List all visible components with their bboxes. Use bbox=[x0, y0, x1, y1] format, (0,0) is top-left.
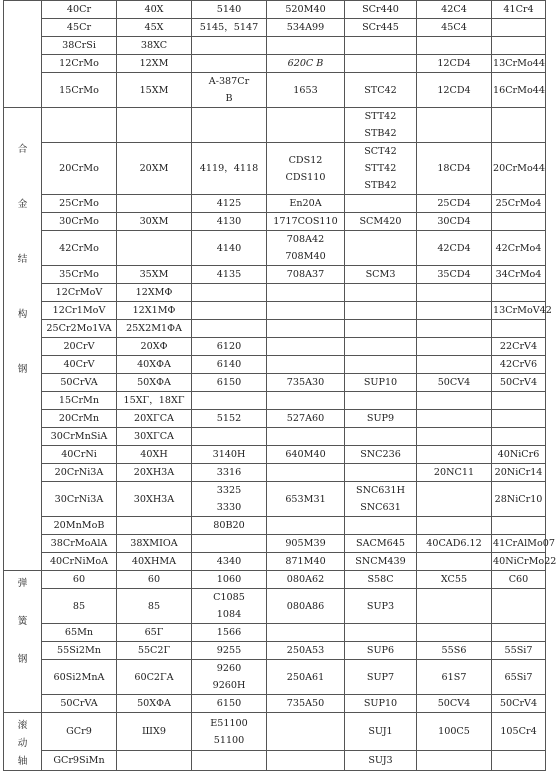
grade-cell: 1060 bbox=[192, 571, 267, 589]
table-row bbox=[4, 231, 546, 266]
grade-cell: 3316 bbox=[192, 464, 267, 482]
grade-cell: 12XM bbox=[117, 55, 192, 73]
grade-cell: SNCM439 bbox=[345, 553, 417, 571]
grade-cell bbox=[417, 553, 492, 571]
grade-cell: 38XC bbox=[117, 37, 192, 55]
grade-cell bbox=[417, 624, 492, 642]
grade-cell: 105Cr4 bbox=[492, 713, 546, 751]
grade-cell bbox=[192, 751, 267, 771]
grade-cell: 30XM bbox=[117, 213, 192, 231]
grade-cell: 28NiCr10 bbox=[492, 482, 546, 517]
grade-cell bbox=[267, 338, 345, 356]
grade-cell: 42C4 bbox=[417, 1, 492, 19]
grade-cell: 30CrNi3A bbox=[42, 482, 117, 517]
table-body bbox=[4, 1, 556, 771]
grade-cell: 3325 3330 bbox=[192, 482, 267, 517]
grade-cell: 080A62 bbox=[267, 571, 345, 589]
table-row bbox=[4, 374, 546, 392]
grade-cell bbox=[267, 517, 345, 535]
table-row bbox=[4, 356, 546, 374]
grade-cell: 250A53 bbox=[267, 642, 345, 660]
grade-cell: 55Si7 bbox=[492, 642, 546, 660]
grade-cell: 6140 bbox=[192, 356, 267, 374]
grade-cell bbox=[267, 624, 345, 642]
grade-cell bbox=[345, 517, 417, 535]
grade-cell: 4125 bbox=[192, 195, 267, 213]
grade-cell: 620C B bbox=[267, 55, 345, 73]
grade-cell bbox=[417, 302, 492, 320]
grade-cell bbox=[417, 320, 492, 338]
grade-cell bbox=[267, 284, 345, 302]
grade-cell bbox=[117, 195, 192, 213]
grade-cell: 15XΓ，18XΓ bbox=[117, 392, 192, 410]
grade-cell: 60 bbox=[117, 571, 192, 589]
grade-cell: 15CrMn bbox=[42, 392, 117, 410]
grade-cell: 20XΓCA bbox=[117, 410, 192, 428]
grade-cell bbox=[345, 231, 417, 266]
grade-cell: 20CrMo44 bbox=[492, 143, 546, 195]
grade-cell bbox=[267, 320, 345, 338]
grade-cell: 34CrMo4 bbox=[492, 266, 546, 284]
grade-cell bbox=[267, 37, 345, 55]
table-row bbox=[4, 55, 546, 73]
grade-cell: 50CrV4 bbox=[492, 374, 546, 392]
grade-cell: SCM3 bbox=[345, 266, 417, 284]
table-row bbox=[4, 410, 546, 428]
grade-cell: 20XH3A bbox=[117, 464, 192, 482]
grade-cell bbox=[345, 392, 417, 410]
grade-cell: 640M40 bbox=[267, 446, 345, 464]
grade-cell: 653M31 bbox=[267, 482, 345, 517]
grade-cell: 40CrNiMoA bbox=[42, 553, 117, 571]
grade-cell: 40CrNi bbox=[42, 446, 117, 464]
grade-cell: 40XH bbox=[117, 446, 192, 464]
grade-cell: 61S7 bbox=[417, 660, 492, 695]
grade-cell bbox=[345, 55, 417, 73]
grade-cell: 30XH3A bbox=[117, 482, 192, 517]
category-cell bbox=[4, 108, 42, 571]
grade-cell bbox=[417, 428, 492, 446]
grade-cell bbox=[417, 338, 492, 356]
grade-cell bbox=[345, 195, 417, 213]
grade-cell: 45Cr bbox=[42, 19, 117, 37]
grade-cell bbox=[345, 356, 417, 374]
table-row bbox=[4, 446, 546, 464]
grade-cell: 40XHMA bbox=[117, 553, 192, 571]
grade-cell bbox=[117, 517, 192, 535]
table-row bbox=[4, 73, 546, 108]
grade-cell: 4140 bbox=[192, 231, 267, 266]
grade-cell: 12X1MΦ bbox=[117, 302, 192, 320]
table-row bbox=[4, 284, 546, 302]
grade-cell bbox=[492, 589, 546, 624]
grade-cell: SUP7 bbox=[345, 660, 417, 695]
grade-cell: 12Cr1MoV bbox=[42, 302, 117, 320]
grade-cell: 3140H bbox=[192, 446, 267, 464]
grade-cell: 35XM bbox=[117, 266, 192, 284]
table-row bbox=[4, 392, 546, 410]
grade-cell: 20MnMoB bbox=[42, 517, 117, 535]
grade-cell bbox=[192, 535, 267, 553]
grade-cell bbox=[417, 751, 492, 771]
grade-cell bbox=[345, 428, 417, 446]
grade-cell bbox=[267, 108, 345, 143]
grade-cell: SUP9 bbox=[345, 410, 417, 428]
grade-cell: 4130 bbox=[192, 213, 267, 231]
grade-cell: 42CrMo4 bbox=[492, 231, 546, 266]
grade-cell bbox=[417, 108, 492, 143]
grade-cell bbox=[192, 108, 267, 143]
grade-cell bbox=[492, 213, 546, 231]
grade-cell: SUP10 bbox=[345, 695, 417, 713]
grade-cell: 40NiCrMo22 bbox=[492, 553, 546, 571]
grade-cell: 50CV4 bbox=[417, 695, 492, 713]
grade-cell: 6120 bbox=[192, 338, 267, 356]
grade-cell: 35CrMo bbox=[42, 266, 117, 284]
category-char: 钢 bbox=[17, 654, 28, 665]
grade-cell bbox=[42, 108, 117, 143]
grade-cell: SACM645 bbox=[345, 535, 417, 553]
grade-cell bbox=[345, 37, 417, 55]
grade-cell: En20A bbox=[267, 195, 345, 213]
table-row bbox=[4, 713, 546, 751]
grade-cell: 13CrMo44 bbox=[492, 55, 546, 73]
table-row bbox=[4, 428, 546, 446]
grade-cell: 22CrV4 bbox=[492, 338, 546, 356]
grade-cell: 708A42 708M40 bbox=[267, 231, 345, 266]
category-char: 动 bbox=[17, 738, 28, 749]
grade-cell: 1717COS110 bbox=[267, 213, 345, 231]
table-row bbox=[4, 660, 546, 695]
grade-cell: 80B20 bbox=[192, 517, 267, 535]
grade-cell bbox=[417, 392, 492, 410]
grade-cell bbox=[345, 284, 417, 302]
table-row bbox=[4, 751, 546, 771]
grade-cell: 5140 bbox=[192, 1, 267, 19]
table-row bbox=[4, 624, 546, 642]
grade-cell bbox=[417, 517, 492, 535]
grade-cell: 25Cr2Mo1VA bbox=[42, 320, 117, 338]
category-cell bbox=[4, 571, 42, 713]
grade-cell bbox=[192, 37, 267, 55]
grade-cell: SCT42 STT42 STB42 bbox=[345, 143, 417, 195]
grade-cell: 50XΦA bbox=[117, 374, 192, 392]
grade-cell: 520M40 bbox=[267, 1, 345, 19]
table-row bbox=[4, 589, 546, 624]
grade-cell: SUJ1 bbox=[345, 713, 417, 751]
grade-cell: 12CrMo bbox=[42, 55, 117, 73]
category-char: 金 bbox=[17, 199, 28, 210]
grade-cell: 38CrMoAlA bbox=[42, 535, 117, 553]
grade-cell: 65Mn bbox=[42, 624, 117, 642]
grade-cell: GCr9 bbox=[42, 713, 117, 751]
grade-cell: 080A86 bbox=[267, 589, 345, 624]
category-char: 结 bbox=[17, 254, 28, 265]
grade-cell: 20NiCr14 bbox=[492, 464, 546, 482]
grade-cell: 30CrMnSiA bbox=[42, 428, 117, 446]
grade-cell bbox=[492, 320, 546, 338]
grade-cell: C1085 1084 bbox=[192, 589, 267, 624]
grade-cell: 42CrMo bbox=[42, 231, 117, 266]
grade-cell: SCr440 bbox=[345, 1, 417, 19]
grade-cell: 12CD4 bbox=[417, 55, 492, 73]
grade-cell: A-387Cr B bbox=[192, 73, 267, 108]
table-row bbox=[4, 571, 546, 589]
grade-cell: 55S6 bbox=[417, 642, 492, 660]
table-row bbox=[4, 642, 546, 660]
grade-cell bbox=[417, 589, 492, 624]
grade-cell: 20CrMo bbox=[42, 143, 117, 195]
grade-cell: 40X bbox=[117, 1, 192, 19]
grade-cell: 20NC11 bbox=[417, 464, 492, 482]
grade-cell: 40NiCr6 bbox=[492, 446, 546, 464]
grade-cell: 50CrV4 bbox=[492, 695, 546, 713]
grade-cell: 40Cr bbox=[42, 1, 117, 19]
grade-cell bbox=[192, 392, 267, 410]
grade-cell bbox=[267, 751, 345, 771]
table-row bbox=[4, 37, 546, 55]
grade-cell: SUP3 bbox=[345, 589, 417, 624]
grade-cell bbox=[192, 320, 267, 338]
grade-cell bbox=[192, 302, 267, 320]
grade-cell: 5152 bbox=[192, 410, 267, 428]
grade-cell: 40XΦA bbox=[117, 356, 192, 374]
grade-cell bbox=[417, 410, 492, 428]
grade-cell: STC42 bbox=[345, 73, 417, 108]
grade-cell: 41CrAlMo07 bbox=[492, 535, 546, 553]
grade-cell: 25CD4 bbox=[417, 195, 492, 213]
table-row bbox=[4, 108, 546, 143]
category-label bbox=[5, 108, 40, 378]
grade-cell bbox=[345, 464, 417, 482]
grade-cell bbox=[345, 338, 417, 356]
grade-cell: 905M39 bbox=[267, 535, 345, 553]
grade-cell: 708A37 bbox=[267, 266, 345, 284]
grade-cell: SUP6 bbox=[345, 642, 417, 660]
grade-cell: 60 bbox=[42, 571, 117, 589]
grade-cell bbox=[492, 751, 546, 771]
grade-cell bbox=[117, 751, 192, 771]
grade-cell bbox=[267, 464, 345, 482]
grade-cell bbox=[267, 428, 345, 446]
grade-cell: 20CrMn bbox=[42, 410, 117, 428]
grade-cell bbox=[267, 392, 345, 410]
grade-cell: XC55 bbox=[417, 571, 492, 589]
grade-cell bbox=[345, 320, 417, 338]
category-cell bbox=[4, 1, 42, 108]
grade-cell: 250A61 bbox=[267, 660, 345, 695]
table-row bbox=[4, 320, 546, 338]
grade-cell: 40CAD6.12 bbox=[417, 535, 492, 553]
grade-cell bbox=[345, 624, 417, 642]
grade-cell: S58C bbox=[345, 571, 417, 589]
grade-cell bbox=[492, 410, 546, 428]
grade-cell: 4119，4118 bbox=[192, 143, 267, 195]
grade-cell: 735A50 bbox=[267, 695, 345, 713]
grade-cell: 15CrMo bbox=[42, 73, 117, 108]
grade-cell: 50XΦA bbox=[117, 695, 192, 713]
grade-cell bbox=[117, 231, 192, 266]
grade-cell bbox=[345, 302, 417, 320]
grade-cell: 50CrVA bbox=[42, 374, 117, 392]
grade-cell bbox=[492, 428, 546, 446]
steel-grade-comparison-table bbox=[3, 0, 556, 771]
grade-cell: 13CrMoV42 bbox=[492, 302, 546, 320]
grade-cell: 41Cr4 bbox=[492, 1, 546, 19]
table-row bbox=[4, 464, 546, 482]
grade-cell: 35CD4 bbox=[417, 266, 492, 284]
grade-cell bbox=[267, 356, 345, 374]
grade-cell: SNC236 bbox=[345, 446, 417, 464]
category-char: 轴 bbox=[17, 756, 28, 767]
table-row bbox=[4, 535, 546, 553]
grade-cell: SUP10 bbox=[345, 374, 417, 392]
grade-cell bbox=[192, 284, 267, 302]
grade-cell bbox=[492, 19, 546, 37]
grade-cell: E51100 51100 bbox=[192, 713, 267, 751]
category-cell bbox=[4, 713, 42, 771]
grade-cell: ШX9 bbox=[117, 713, 192, 751]
grade-cell: 4340 bbox=[192, 553, 267, 571]
grade-cell: 4135 bbox=[192, 266, 267, 284]
grade-cell: CDS12 CDS110 bbox=[267, 143, 345, 195]
grade-cell: 50CrVA bbox=[42, 695, 117, 713]
grade-cell: SNC631H SNC631 bbox=[345, 482, 417, 517]
grade-cell: 40CrV bbox=[42, 356, 117, 374]
grade-cell bbox=[117, 108, 192, 143]
grade-cell: 15XM bbox=[117, 73, 192, 108]
grade-cell bbox=[417, 284, 492, 302]
category-char: 滚 bbox=[17, 720, 28, 731]
grade-cell: SCr445 bbox=[345, 19, 417, 37]
grade-cell: GCr9SiMn bbox=[42, 751, 117, 771]
grade-cell: 85 bbox=[42, 589, 117, 624]
grade-cell: 6150 bbox=[192, 374, 267, 392]
grade-cell: 50CV4 bbox=[417, 374, 492, 392]
category-char: 弹 bbox=[17, 578, 28, 589]
grade-cell: 65Si7 bbox=[492, 660, 546, 695]
grade-cell: 42CD4 bbox=[417, 231, 492, 266]
grade-cell: 65Γ bbox=[117, 624, 192, 642]
grade-cell: 9260 9260H bbox=[192, 660, 267, 695]
grade-cell bbox=[417, 37, 492, 55]
grade-cell: 55C2Γ bbox=[117, 642, 192, 660]
category-char: 合 bbox=[17, 144, 28, 155]
grade-cell: 527A60 bbox=[267, 410, 345, 428]
grade-cell bbox=[267, 302, 345, 320]
grade-cell: 30XΓCA bbox=[117, 428, 192, 446]
grade-cell bbox=[492, 392, 546, 410]
grade-cell: 25X2M1ΦA bbox=[117, 320, 192, 338]
table-row bbox=[4, 338, 546, 356]
table-row bbox=[4, 195, 546, 213]
grade-cell: 1653 bbox=[267, 73, 345, 108]
grade-cell: 871M40 bbox=[267, 553, 345, 571]
grade-cell: 38XMIOA bbox=[117, 535, 192, 553]
grade-cell bbox=[492, 284, 546, 302]
grade-cell bbox=[417, 446, 492, 464]
grade-cell: 55Si2Mn bbox=[42, 642, 117, 660]
table-row bbox=[4, 482, 546, 517]
grade-cell: 6150 bbox=[192, 695, 267, 713]
grade-cell: 60Si2MnA bbox=[42, 660, 117, 695]
grade-cell bbox=[417, 356, 492, 374]
grade-cell: 25CrMo bbox=[42, 195, 117, 213]
grade-cell: 25CrMo4 bbox=[492, 195, 546, 213]
table-row bbox=[4, 695, 546, 713]
grade-cell bbox=[492, 624, 546, 642]
grade-cell bbox=[267, 713, 345, 751]
grade-cell: 42CrV6 bbox=[492, 356, 546, 374]
grade-cell bbox=[492, 108, 546, 143]
table-row bbox=[4, 1, 546, 19]
grade-cell bbox=[192, 55, 267, 73]
grade-cell: SUJ3 bbox=[345, 751, 417, 771]
table-row bbox=[4, 19, 546, 37]
grade-cell: 20XM bbox=[117, 143, 192, 195]
grade-cell: 20XΦ bbox=[117, 338, 192, 356]
grade-cell: SCM420 bbox=[345, 213, 417, 231]
category-label bbox=[5, 571, 40, 668]
grade-cell: 9255 bbox=[192, 642, 267, 660]
grade-cell: 735A30 bbox=[267, 374, 345, 392]
category-char: 构 bbox=[17, 309, 28, 320]
grade-cell: 5145，5147 bbox=[192, 19, 267, 37]
grade-cell: 20CrV bbox=[42, 338, 117, 356]
grade-cell: 30CrMo bbox=[42, 213, 117, 231]
grade-cell: C60 bbox=[492, 571, 546, 589]
grade-cell: 534A99 bbox=[267, 19, 345, 37]
grade-cell: 60C2ΓA bbox=[117, 660, 192, 695]
grade-cell: 12XMΦ bbox=[117, 284, 192, 302]
grade-cell: 100C5 bbox=[417, 713, 492, 751]
category-label bbox=[5, 713, 40, 770]
grade-cell: 1566 bbox=[192, 624, 267, 642]
table-row bbox=[4, 517, 546, 535]
grade-cell: 12CD4 bbox=[417, 73, 492, 108]
grade-cell bbox=[492, 37, 546, 55]
table-row bbox=[4, 553, 546, 571]
grade-cell: 45C4 bbox=[417, 19, 492, 37]
grade-cell: 45X bbox=[117, 19, 192, 37]
grade-cell: 38CrSi bbox=[42, 37, 117, 55]
category-char: 钢 bbox=[17, 364, 28, 375]
grade-cell: 85 bbox=[117, 589, 192, 624]
grade-cell: STT42 STB42 bbox=[345, 108, 417, 143]
grade-cell: 20CrNi3A bbox=[42, 464, 117, 482]
grade-cell bbox=[192, 428, 267, 446]
grade-cell bbox=[492, 517, 546, 535]
grade-cell: 30CD4 bbox=[417, 213, 492, 231]
table-row bbox=[4, 213, 546, 231]
category-char: 簧 bbox=[17, 616, 28, 627]
grade-cell: 16CrMo44 bbox=[492, 73, 546, 108]
table-row bbox=[4, 266, 546, 284]
table-row bbox=[4, 143, 546, 195]
table-row bbox=[4, 302, 546, 320]
grade-cell: 18CD4 bbox=[417, 143, 492, 195]
grade-cell bbox=[417, 482, 492, 517]
grade-cell: 12CrMoV bbox=[42, 284, 117, 302]
